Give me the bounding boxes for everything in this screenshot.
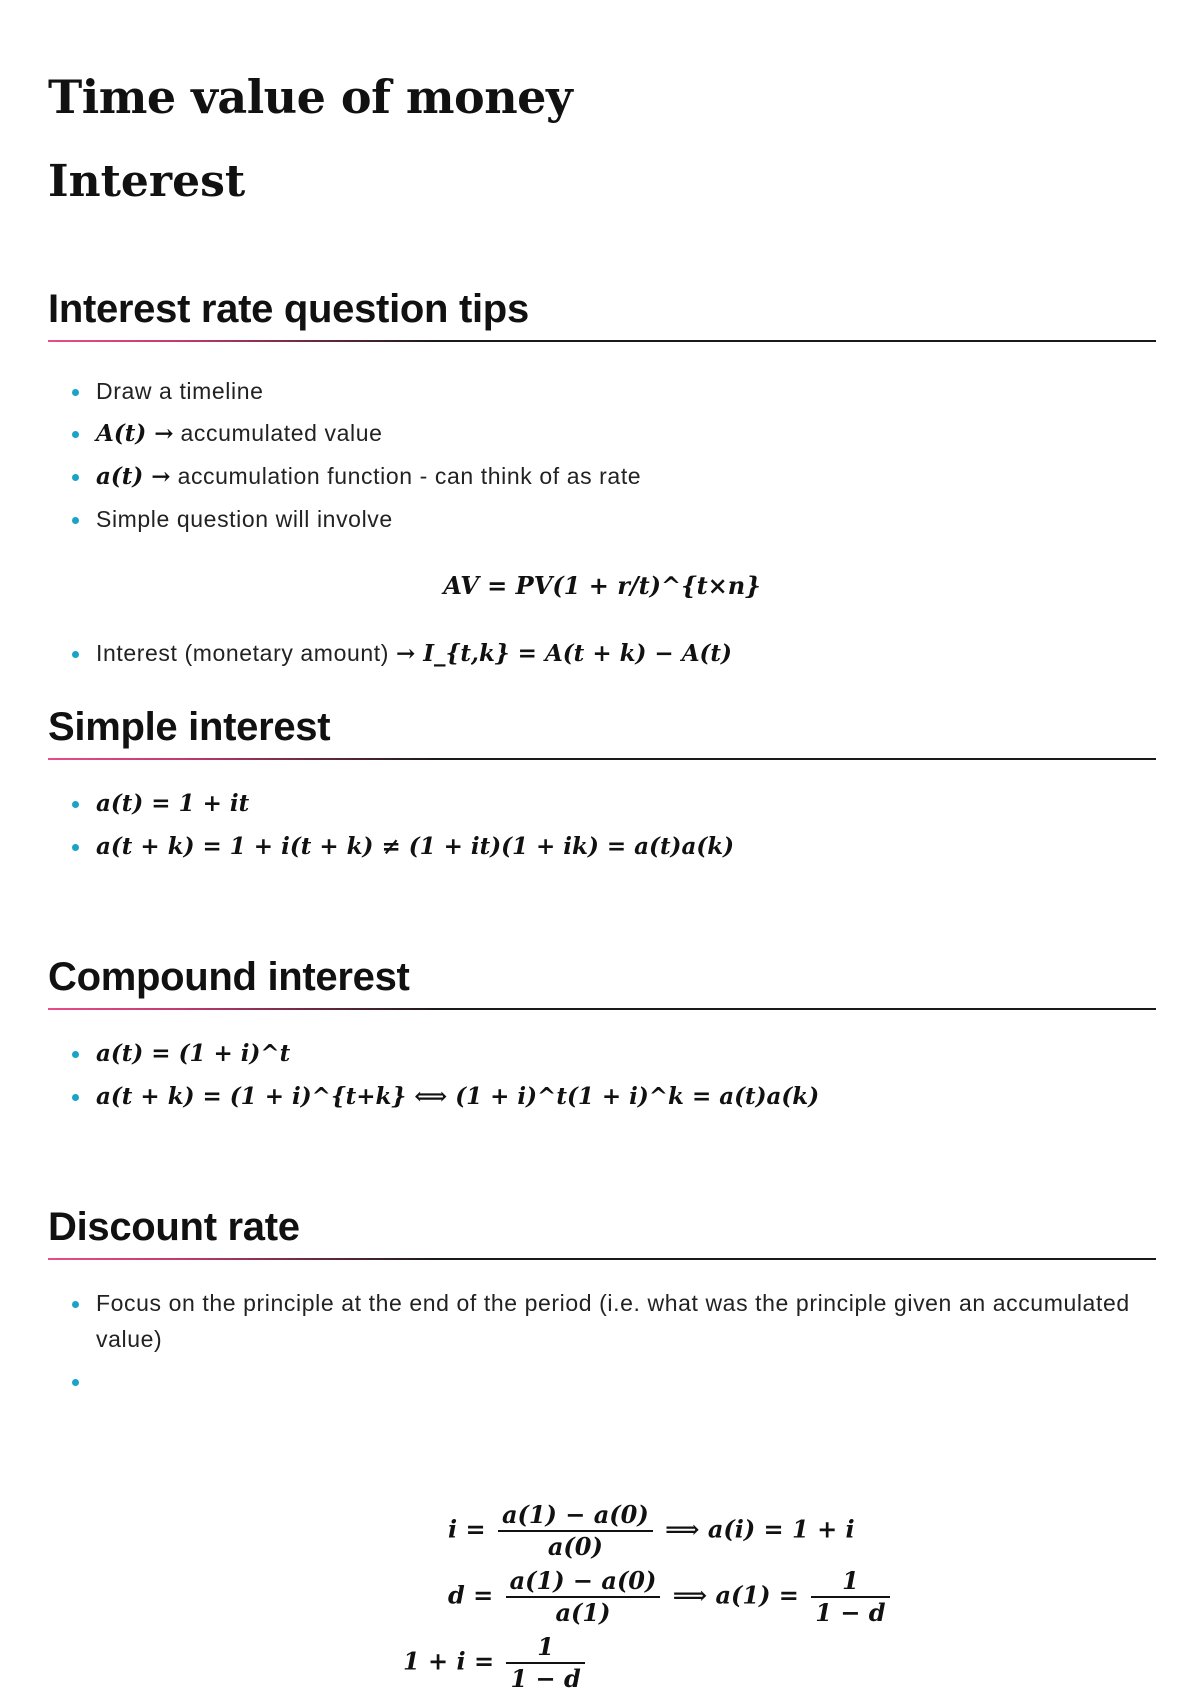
math-inline: a(t) → (96, 463, 171, 490)
math-inline: a(t + k) = 1 + i(t + k) ≠ (1 + it)(1 + ik) = a(t)a(k) (96, 833, 735, 860)
equation-interest-rate: i = $\frac{a(1) - a(0)}{a(0)}$ ⟹ a(i) = 1 + i (448, 1500, 855, 1561)
list-item (48, 1032, 1156, 1075)
list-item (48, 1075, 1156, 1118)
fraction: $\frac{1}{1 - d}$ (506, 1632, 584, 1694)
list-item: A(t) → accumulated value (48, 412, 1156, 455)
section-heading: Compound interest (48, 955, 410, 999)
list-item: Interest (monetary amount) → I_{t,k} = A(t + k) − A(t) (48, 632, 1156, 675)
section-heading: Simple interest (48, 705, 331, 749)
document-subtitle: Interest (48, 156, 246, 207)
section-discount-rate (48, 1196, 1156, 1360)
list-item: Focus on the principle at the end of the period (i.e. what was the principle given an accumulated value) (48, 1282, 1156, 1360)
list-item: a(t) → accumulation function - can think of as rate (48, 455, 1156, 498)
equation-relation: 1 + i = $\frac{1}{1 - d}$ (403, 1632, 589, 1694)
section-heading: Interest rate question tips (48, 287, 529, 331)
document-title: Time value of money (48, 70, 573, 124)
section-interest-rate-tips (48, 278, 1156, 675)
math-inline: A(t) → (96, 420, 174, 447)
math-inline: a(t + k) = (1 + i)^{t+k} ⟺ (1 + i)^t(1 + i)^k = a(t)a(k) (96, 1083, 820, 1110)
display-equation-av: AV = PV(1 + r/t)^{t×n} (443, 571, 761, 600)
section-compound-interest (48, 946, 1156, 1118)
section-divider (48, 1008, 1156, 1010)
section-simple-interest (48, 696, 1156, 868)
section-divider (48, 758, 1156, 760)
math-inline: a(t) = 1 + it (96, 790, 250, 817)
fraction: $\frac{a(1) - a(0)}{a(1)}$ (506, 1566, 661, 1628)
fraction: $\frac{a(1) - a(0)}{a(0)}$ (498, 1500, 653, 1562)
math-inline: a(t) = (1 + i)^t (96, 1040, 291, 1067)
discount-equations (48, 1500, 1156, 1693)
section-divider (48, 340, 1156, 342)
list-item (48, 782, 1156, 825)
fraction: $\frac{1}{1 - d}$ (811, 1566, 889, 1628)
list-item (48, 825, 1156, 868)
math-inline: → I_{t,k} = A(t + k) − A(t) (395, 640, 732, 667)
list-item: Simple question will involve (48, 498, 1156, 540)
tips-list (48, 370, 1156, 540)
equation-discount-rate: d = $\frac{a(1) - a(0)}{a(1)}$ ⟹ a(1) = $\frac{1}{1 - d}$ (448, 1566, 894, 1628)
section-divider (48, 1258, 1156, 1260)
section-heading: Discount rate (48, 1205, 300, 1249)
list-item: Draw a timeline (48, 370, 1156, 412)
